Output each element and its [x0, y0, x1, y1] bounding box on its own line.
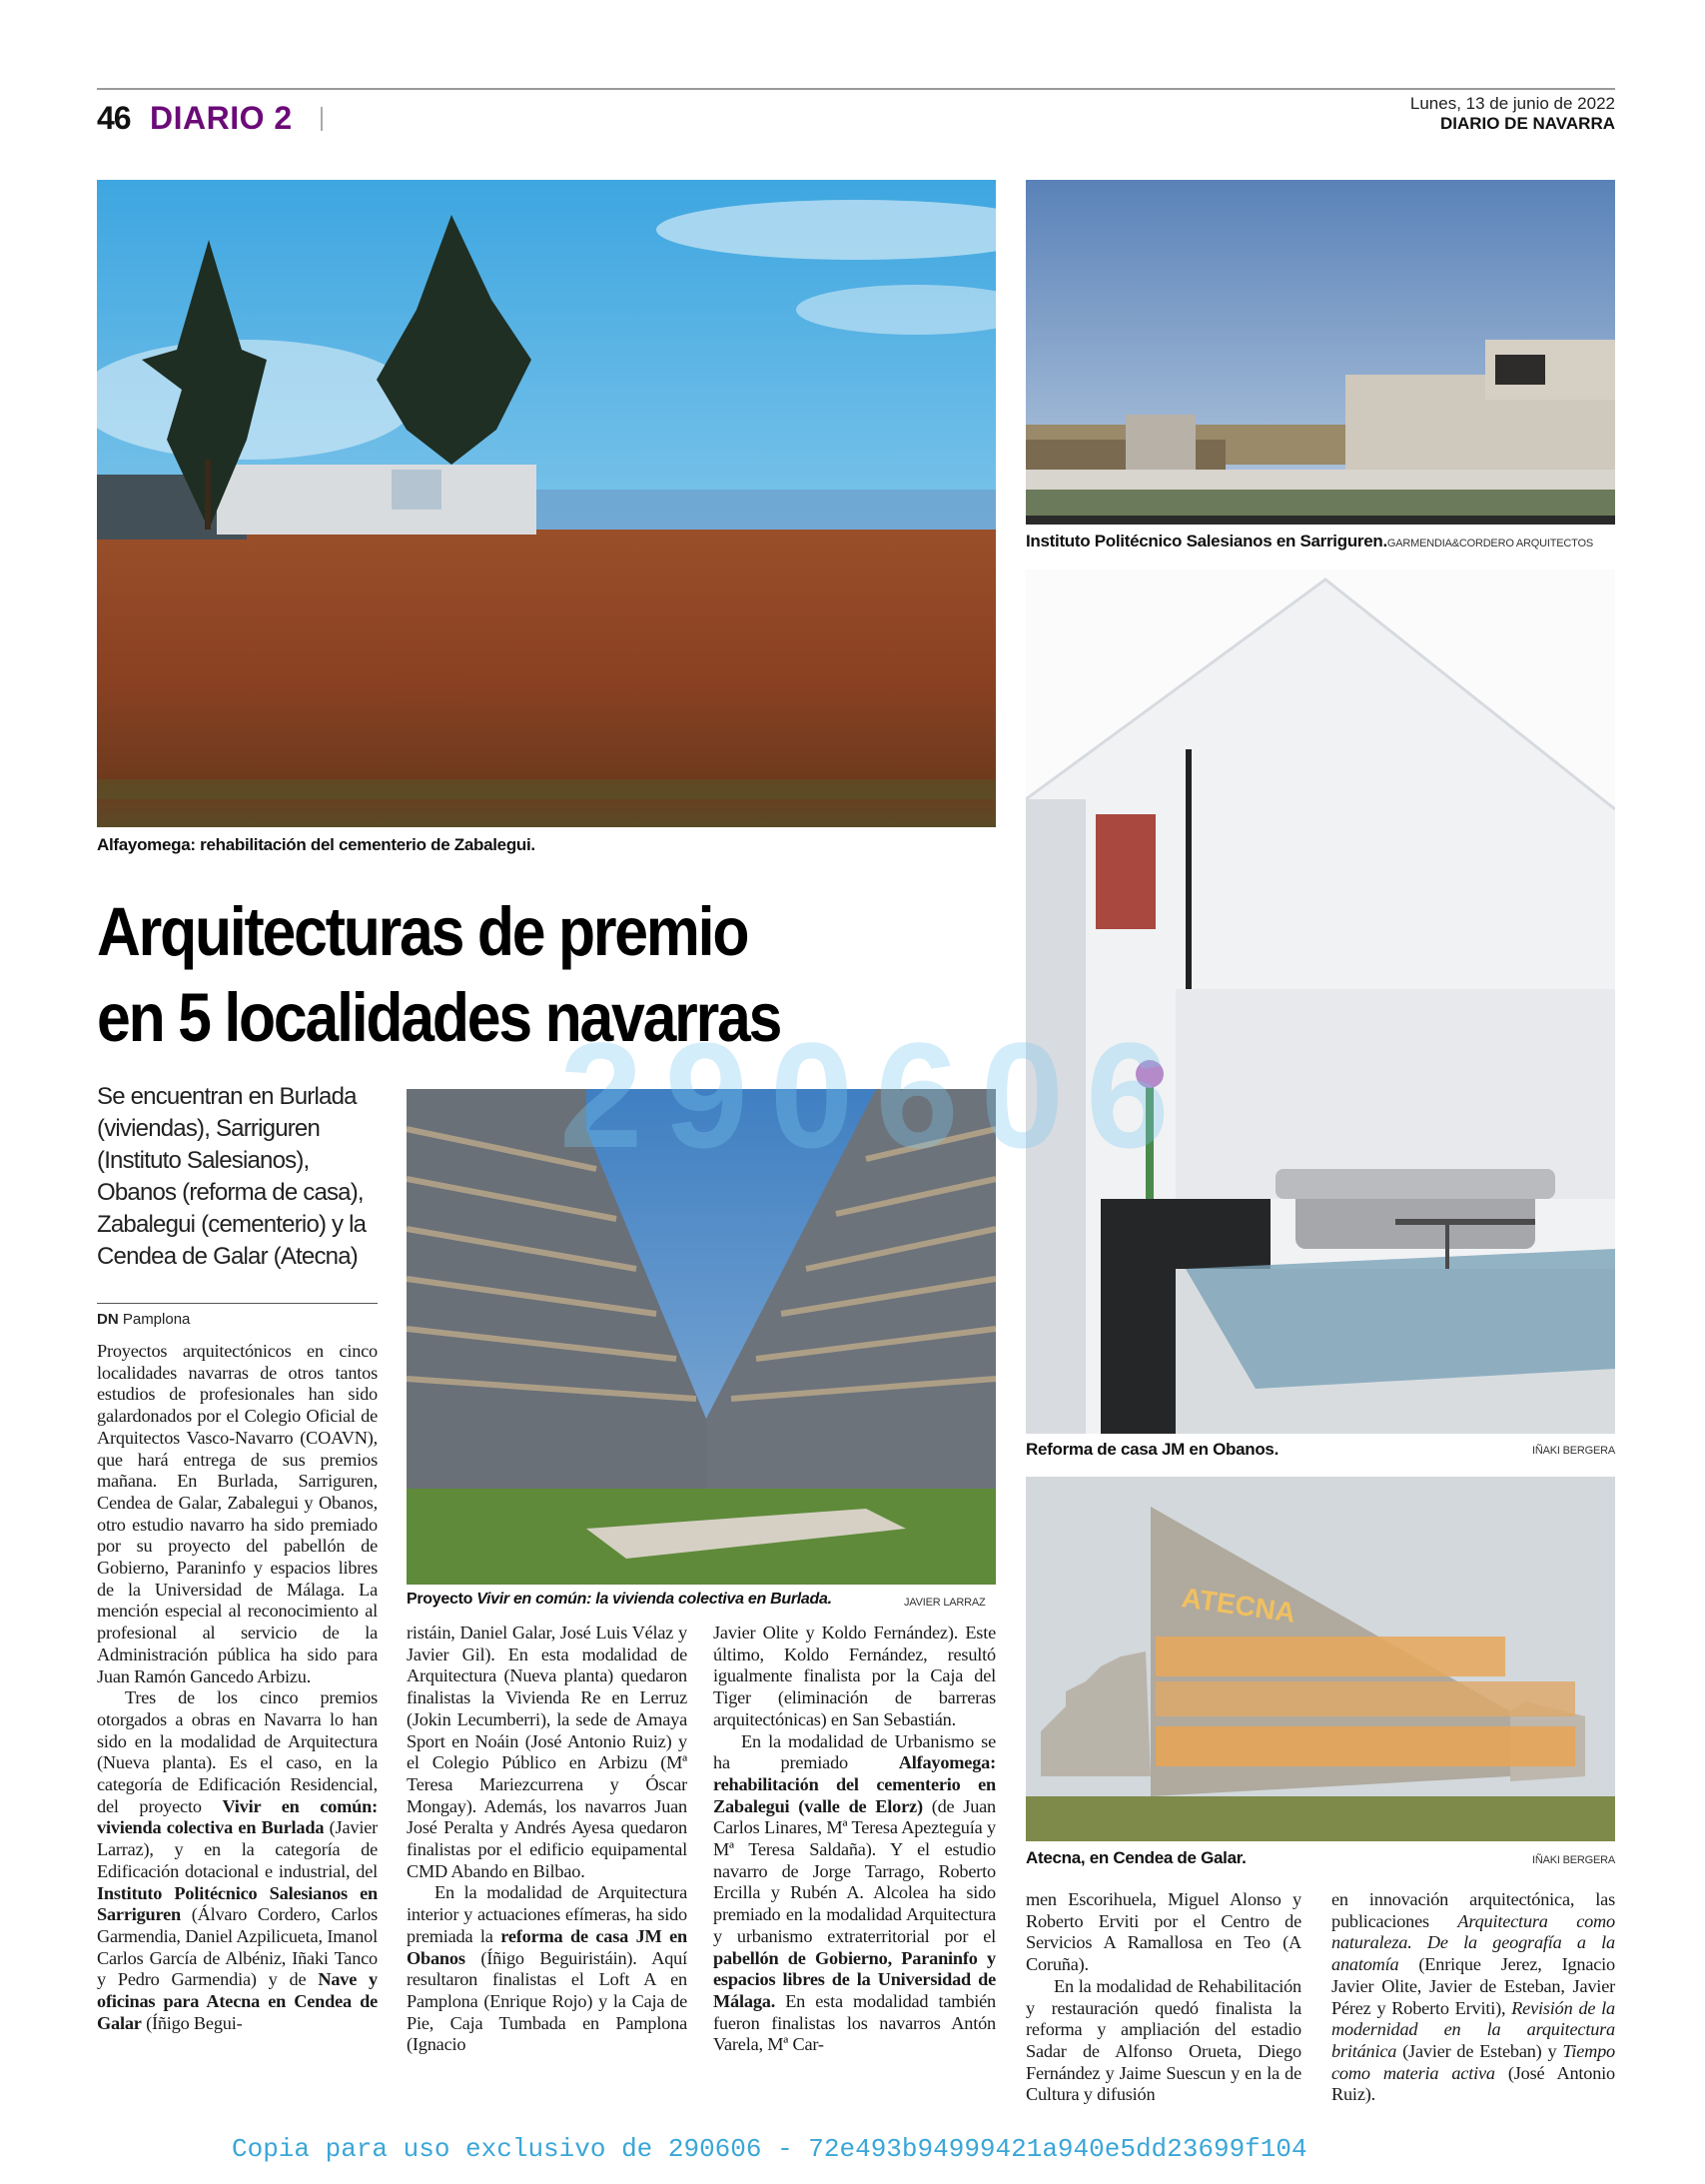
caption-sarriguren: Instituto Politécnico Salesianos en Sarriguren.	[1026, 532, 1387, 550]
photo-atecna	[1026, 1477, 1615, 1841]
caption-zabalegui: Alfayomega: rehabilitación del cementerio de Zabalegui.	[97, 835, 535, 854]
photo-burlada	[407, 1089, 996, 1585]
watermark-large: 290606	[559, 1011, 1192, 1179]
headline-line-2: en 5 localidades navarras	[97, 979, 781, 1056]
subheadline: Se encuentran en Burlada (viviendas), Sarriguren (Instituto Salesianos), Obanos (reforma de casa), Zabalegui (cementerio) y la Cendea de Galar (Atecna)	[97, 1083, 367, 1270]
article-column-1	[97, 1341, 378, 2035]
section-name: DIARIO 2	[150, 100, 293, 136]
photo-obanos	[1026, 569, 1615, 1434]
col4-paragraph-1: men Escorihuela, Miguel Alonso y Roberto Erviti por el Centro de Servicios A Ramallosa en Teo (A Coruña).	[1026, 1889, 1301, 1975]
burlada-housing-image	[407, 1089, 996, 1585]
caption-obanos: Reforma de casa JM en Obanos.	[1026, 1440, 1279, 1459]
obanos-interior-image	[1026, 569, 1615, 1434]
headline-line-1: Arquitecturas de premio	[97, 893, 748, 970]
caption-burlada	[407, 1591, 832, 1609]
article-column-4	[1026, 1889, 1301, 2106]
credit-atecna: IÑAKI BERGERA	[1532, 1854, 1615, 1866]
atecna-building-image	[1026, 1477, 1615, 1841]
sarriguren-building-image	[1026, 180, 1615, 525]
article-column-3	[713, 1623, 996, 2056]
issue-date: Lunes, 13 de junio de 2022	[1409, 94, 1615, 113]
newspaper-name: DIARIO DE NAVARRA	[1439, 114, 1615, 133]
byline-agency: DN	[97, 1311, 119, 1328]
photo-sarriguren	[1026, 180, 1615, 525]
headline	[97, 889, 1020, 1061]
col1-paragraph-1: Proyectos arquitectónicos en cinco localidades navarras de otros tantos estudios de profesionales han sido galardonados por el Colegio Oficial de Arquitectos Vasco-Navarro (COAVN), que hará entrega de sus premios mañana. En Burlada, Sarriguren, Cendea de Galar, Zabalegui y Obanos, otro estudio navarro ha sido premiado por su proyecto del pabellón de Gobierno, Paraninfo y espacios libres de la Universidad de Málaga. La mención especial al reconocimiento al profesional al servicio de la Administración pública ha sido para Juan Ramón Gancedo Arbizu.	[97, 1341, 378, 1686]
caption-atecna: Atecna, en Cendea de Galar.	[1026, 1848, 1247, 1867]
caption-burlada-prefix: Proyecto	[407, 1591, 477, 1608]
caption-sarriguren-row	[1026, 532, 1593, 551]
byline	[97, 1311, 190, 1328]
col3-paragraph-1: Javier Olite y Koldo Fernández). Este último, Koldo Fernández, resultó igualmente finalista por la Caja del Tiger (eliminación de barreras arquitectónicas) en San Sebastián.	[713, 1623, 996, 1729]
zabalegui-landscape-image	[97, 180, 996, 827]
col4-paragraph-2: En la modalidad de Rehabilitación y restauración quedó finalista la reforma y ampliación del estadio Sadar de Alfonso Orueta, Diego Fernández y Jaime Suescun y en la de Cultura y difusión	[1026, 1975, 1301, 2105]
watermark-footer: Copia para uso exclusivo de 290606 - 72e493b94999421a940e5dd23699f104	[232, 2134, 1307, 2164]
col2-paragraph-2: En la modalidad de Arquitectura interior y actuaciones efímeras, ha sido premiada la reforma de casa JM en Obanos (Íñigo Beguiristáin). Aquí resultaron finalistas el Loft A en Pamplona (Enrique Rojo) y la Caja de Pie, Caja Tumbada en Pamplona (Ignacio	[407, 1882, 687, 2055]
header-rule	[97, 88, 1615, 90]
page-number: 46	[97, 100, 131, 136]
col5-paragraph-1: en innovación arquitectónica, las publicaciones Arquitectura como naturaleza. De la geografía a la anatomía (Enrique Jerez, Ignacio Javier Olite, Javier de Esteban, Javier Pérez y Roberto Erviti), Revisión de la modernidad en la arquitectura británica (Javier de Esteban) y Tiempo como materia activa (José Antonio Ruiz).	[1331, 1889, 1615, 2105]
article-column-2	[407, 1623, 687, 2056]
header-separator	[321, 107, 323, 131]
credit-burlada: JAVIER LARRAZ	[904, 1597, 986, 1609]
byline-rule	[97, 1303, 378, 1304]
article-column-5	[1331, 1889, 1615, 2106]
photo-zabalegui	[97, 180, 996, 827]
col1-paragraph-2: Tres de los cinco premios otorgados a obras en Navarra lo han sido en la modalidad de Arquitectura (Nueva planta). Es el caso, en la categoría de Edificación Residencial, del proyecto Vivir en común: vivienda colectiva en Burlada (Javier Larraz), y en la categoría de Edificación dotacional e industrial, del Instituto Politécnico Salesianos en Sarriguren (Álvaro Cordero, Carlos Garmendia, Daniel Azpilicueta, Imanol Carlos García de Albéniz, Iñaki Tanco y Pedro Garmendia) y de Nave y oficinas para Atecna en Cendea de Galar (Íñigo Begui-	[97, 1687, 379, 2033]
caption-burlada-title: Vivir en común: la vivienda colectiva en Burlada.	[476, 1591, 832, 1608]
col2-paragraph-1: ristáin, Daniel Galar, José Luis Vélaz y Javier Gil). En esta modalidad de Arquitectura (Nueva planta) quedaron finalistas la Vivienda Re en Lerruz (Jokin Lecumberri), la sede de Amaya Sport en Noáin (José Antonio Ruiz) y el Colegio Público en Arbizu (Mª Teresa Mariezcurrena y Óscar Mongay). Además, los navarros Juan José Peralta y Andrés Ayesa quedaron finalistas por el edificio equipamental CMD Abando en Bilbao.	[407, 1623, 687, 1881]
credit-sarriguren: GARMENDIA&CORDERO ARQUITECTOS	[1386, 538, 1593, 549]
credit-obanos: IÑAKI BERGERA	[1532, 1445, 1615, 1457]
atecna-sign: ATECNA	[1180, 1582, 1297, 1629]
col3-paragraph-2: En la modalidad de Urbanismo se ha premiado Alfayomega: rehabilitación del cementerio en Zabalegui (valle de Elorz) (de Juan Carlos Linares, Mª Teresa Apezteguía y Mª Teresa Saldaña). Y el estudio navarro de Jorge Tarrago, Roberto Ercilla y Rubén A. Alcolea ha sido premiado en la modalidad Arquitectura y urbanismo extraterritorial por el pabellón de Gobierno, Paraninfo y espacios libres de la Universidad de Málaga. En esta modalidad también fueron finalistas los navarros Antón Varela, Mª Car-	[713, 1730, 996, 2055]
byline-place: Pamplona	[122, 1311, 191, 1328]
